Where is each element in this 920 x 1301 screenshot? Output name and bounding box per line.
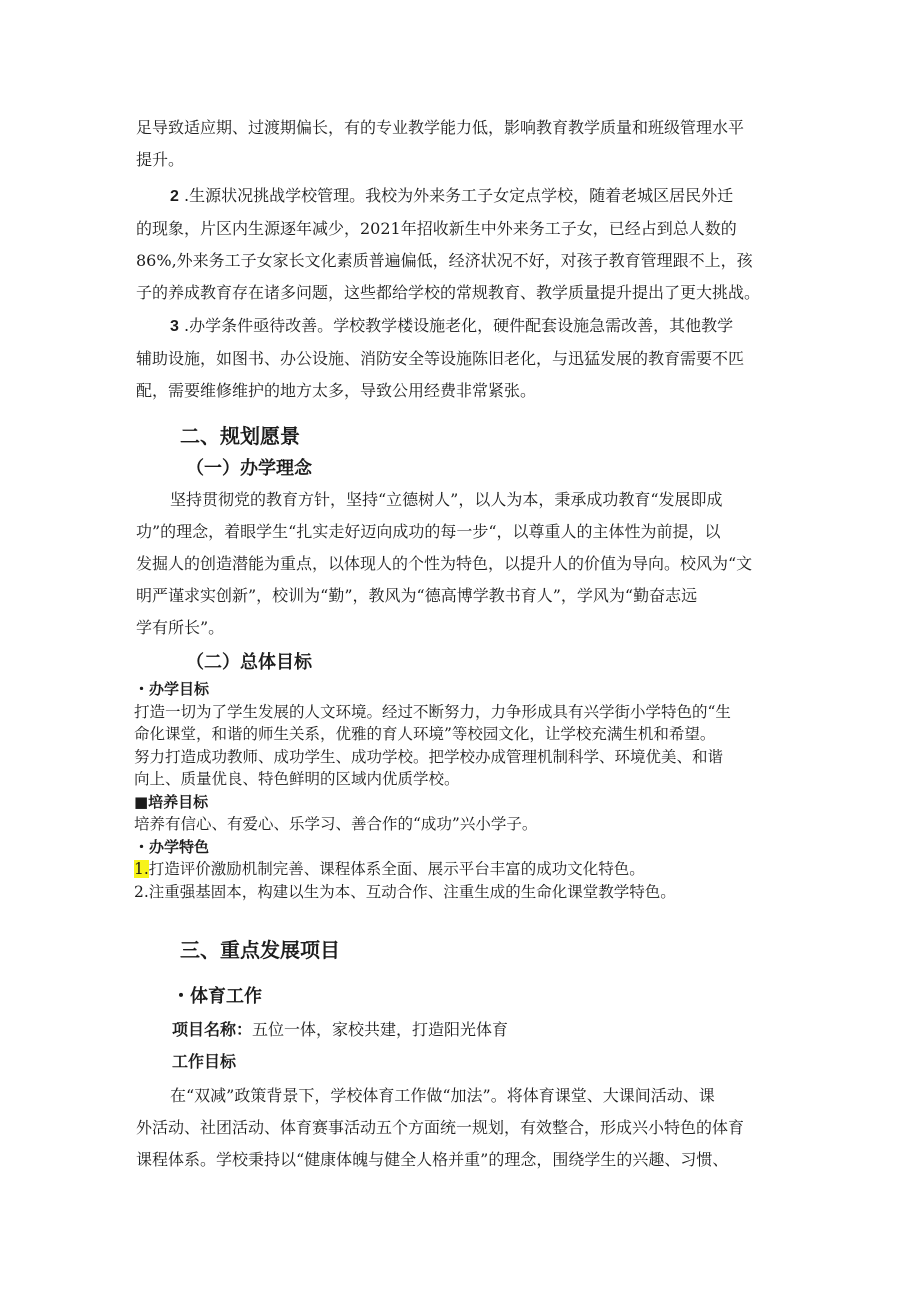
text-line: 在“双减”政策背景下，学校体育工作做“加法”。将体育课堂、大课间活动、课 [170,1086,715,1105]
section-heading: 三、重点发展项目 [180,938,340,962]
feature-line: 1.打造评价激励机制完善、课程体系全面、展示平台丰富的成功文化特色。 [134,860,645,878]
highlighted-number: 1. [134,860,149,878]
text-line: 打造一切为了学生发展的人文环境。经过不断努力，力争形成具有兴学街小学特色的“生 [134,702,731,721]
goal-heading: ・办学特色 [134,837,210,856]
text-line: 课程体系。学校秉持以“健康体魄与健全人格并重”的理念，围绕学生的兴趣、习惯、 [136,1150,729,1169]
project-name-line [172,1016,508,1044]
project-name: 五位一体，家校共建，打造阳光体育 [252,1020,509,1039]
subsection-heading: （二）总体目标 [186,652,312,673]
item-3-paragraph [136,310,796,407]
feature-line: 2.注重强基固本，构建以生为本、互动合作、注重生成的生命化课堂教学特色。 [134,882,676,901]
text-line: 配，需要维修维护的地方太多，导致公用经费非常紧张。 [136,381,537,400]
text-line: 命化课堂，和谐的师生关系，优雅的育人环境”等校园文化，让学校充满生机和希望。 [134,725,716,743]
text-line: 功”的理念，着眼学生“扎实走好迈向成功的每一步“，以尊重人的主体性为前提，以 [136,522,721,541]
intro-paragraph [136,112,796,176]
text-line: 坚持贯彻党的教育方针，坚持“立德树人”，以人为本，秉承成功教育“发展即成 [170,490,723,509]
text-line: 86%,外来务工子女家长文化素质普遍偏低，经济状况不好，对孩子教育管理跟不上，孩 [136,251,753,270]
goals-block [134,678,814,903]
subsection-heading: ・体育工作 [172,986,262,1007]
text-line: 提升。 [136,150,185,169]
section-heading: 二、规划愿景 [180,424,300,448]
text-line: 培养有信心、有爱心、乐学习、善合作的“成功”兴小学子。 [134,815,538,833]
goal-heading: ■培养目标 [134,792,209,811]
text-line: 足导致适应期、过渡期偏长，有的专业教学能力低，影响教育教学质量和班级管理水平 [136,118,745,137]
text-line: 子的养成教育存在诸多问题，这些都给学校的常规教育、教学质量提升提出了更大挑战。 [136,283,761,302]
item-number: 2 [170,188,179,205]
text-line: 学有所长”。 [136,618,225,637]
text-line: 外活动、社团活动、体育赛事活动五个方面统一规划，有效整合，形成兴小特色的体育 [136,1118,745,1137]
text-line: 向上、质量优良、特色鲜明的区域内优质学校。 [134,770,460,788]
text-line: 3 .办学条件亟待改善。学校教学楼设施老化，硬件配套设施急需改善，其他教学 [170,316,734,335]
subsection-heading: （一）办学理念 [186,458,312,479]
work-goal-heading: 工作目标 [172,1052,237,1071]
text-line: 的现象，片区内生源逐年减少，2021年招收新生中外来务工子女，已经占到总人数的 [136,219,737,238]
text-line: 辅助设施，如图书、办公设施、消防安全等设施陈旧老化，与迅猛发展的教育需要不匹 [136,349,745,368]
project-label: 项目名称： [172,1020,253,1039]
sports-paragraph [136,1080,796,1176]
text-line: 2 .生源状况挑战学校管理。我校为外来务工子女定点学校，随着老城区居民外迁 [170,186,734,205]
text-line: 发掘人的创造潜能为重点，以体现人的个性为特色，以提升人的价值为导向。校风为“文 [136,554,753,573]
item-2-paragraph [136,180,796,309]
item-number: 3 [170,318,179,335]
philosophy-paragraph [136,484,796,644]
text-line: 明严谨求实创新”，校训为“勤”，教风为“德高博学教书育人”，学风为“勤奋志远 [136,586,698,605]
goal-heading: ・办学目标 [134,680,210,698]
text-line: 努力打造成功教师、成功学生、成功学校。把学校办成管理机制科学、环境优美、和谐 [134,747,724,766]
